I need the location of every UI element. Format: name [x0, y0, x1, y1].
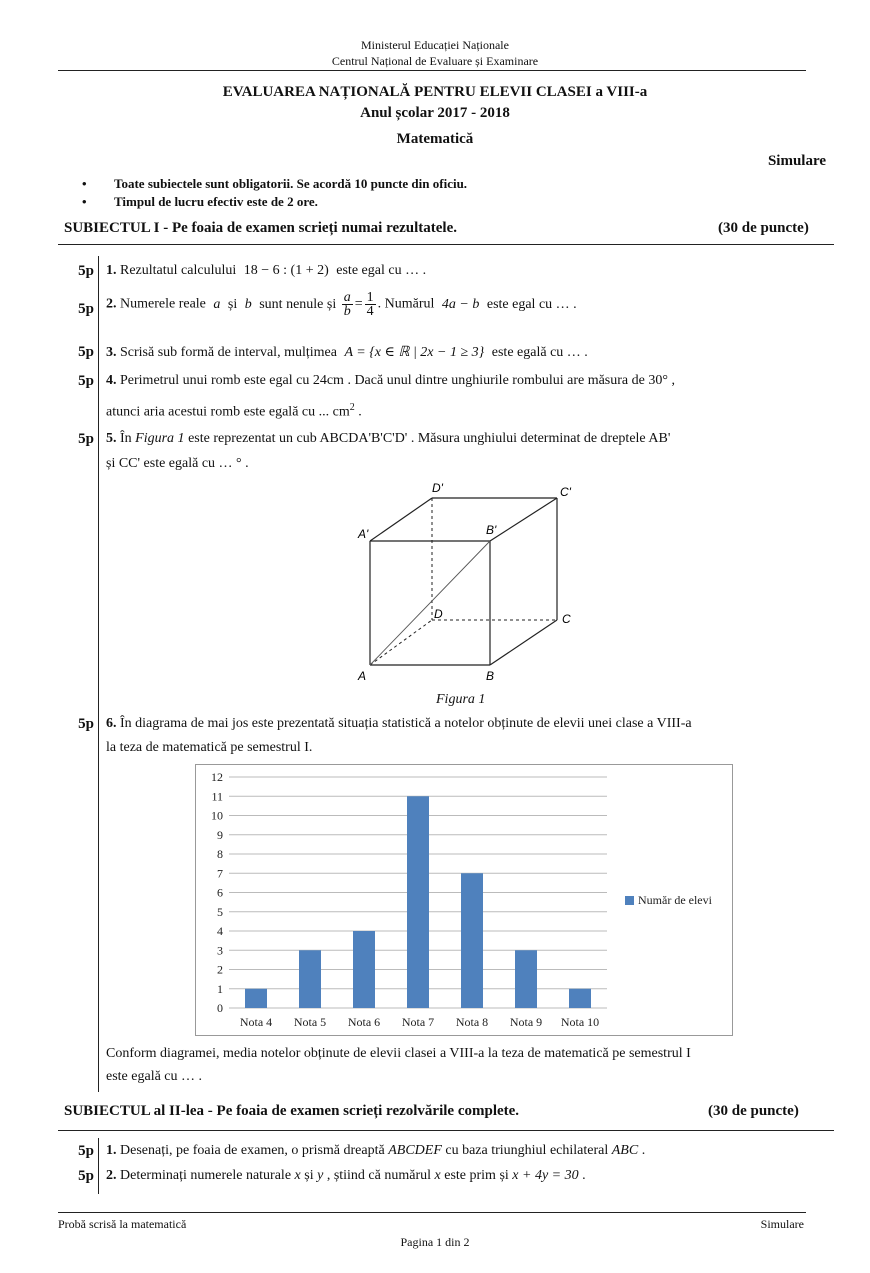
question-points: 5p: [78, 263, 94, 279]
question-4-line-1: 4. Perimetrul unui romb este egal cu 24cm . Dacă unul dintre unghiurile rombului are măsura de 30° ,: [106, 373, 675, 388]
x-tick-label: Nota 5: [293, 1015, 327, 1029]
question-4-line-2: atunci aria acestui romb este egală cu ... $cm^2$ .: [106, 402, 362, 420]
bar: [353, 931, 375, 1008]
bar: [245, 989, 267, 1008]
y-tick-label: 4: [217, 924, 223, 938]
question-5-line-1: 5. În Figura 1 este reprezentat un cub ABCDA'B'C'D' . Măsura unghiului determinat de dreptele AB': [106, 431, 671, 446]
question-points: 5p: [78, 1143, 94, 1159]
question-2: 2. Numerele reale a și b sunt nenule și $\frac{a}{b}$ = $\frac{1}{4}$ . Numărul 4a − b este egal cu … .: [106, 290, 577, 319]
section2-question-2: 2. Determinați numerele naturale x și y , știind că numărul x este prim și x + 4y = 30 .: [106, 1168, 586, 1183]
school-year: Anul școlar 2017 - 2018: [360, 105, 510, 121]
legend-label: Număr de elevi: [638, 893, 712, 907]
question-3: 3. Scrisă sub formă de interval, mulțimea A = {x ∈ ℝ | 2x − 1 ≥ 3} este egală cu … .: [106, 345, 588, 360]
footer-left: Probă scrisă la matematică: [58, 1217, 187, 1231]
figure-caption: Figura 1: [436, 692, 486, 707]
x-tick-label: Nota 9: [509, 1015, 543, 1029]
rule-item: • Toate subiectele sunt obligatorii. Se acordă 10 puncte din oficiu.: [86, 176, 467, 192]
question-points: 5p: [78, 1168, 94, 1184]
question-points: 5p: [78, 301, 94, 317]
question-6-line-2: la teza de matematică pe semestrul I.: [106, 740, 313, 755]
bar: [461, 873, 483, 1008]
page-number: Pagina 1 din 2: [400, 1235, 470, 1249]
y-tick-label: 0: [217, 1001, 223, 1015]
y-tick-label: 8: [217, 847, 223, 861]
bar: [569, 989, 591, 1008]
cube-figure: [340, 478, 590, 688]
question-5-line-2: și CC' este egală cu … ° .: [106, 456, 249, 471]
ministry-name: Ministerul Educației Naționale: [361, 38, 509, 52]
x-tick-label: Nota 8: [455, 1015, 489, 1029]
vertex-label-B: B: [486, 669, 495, 683]
y-tick-label: 1: [217, 981, 223, 996]
vertex-label-D1: D': [432, 481, 443, 495]
x-tick-label: Nota 6: [347, 1015, 381, 1029]
section2-question-1: 1. Desenați, pe foaia de examen, o prismă dreaptă ABCDEF cu baza triunghiul echilateral ABC .: [106, 1143, 646, 1158]
vertex-label-D: D: [434, 607, 443, 621]
y-tick-label: 12: [211, 770, 223, 784]
vertex-label-C1: C': [560, 485, 571, 499]
y-tick-label: 9: [217, 827, 223, 842]
question-points: 5p: [78, 716, 94, 732]
vertex-label-A: A: [358, 669, 367, 683]
rule-item: • Timpul de lucru efectiv este de 2 ore.: [86, 194, 318, 210]
bar: [299, 950, 321, 1008]
section2-rule: [58, 1130, 834, 1131]
y-tick-label: 10: [211, 808, 223, 823]
y-tick-label: 6: [217, 885, 223, 900]
question-6-after-line-2: este egală cu … .: [106, 1069, 203, 1084]
grades-bar-chart: [195, 764, 733, 1036]
bar: [407, 796, 429, 1008]
question-points: 5p: [78, 344, 94, 360]
x-tick-label: Nota 4: [239, 1015, 273, 1029]
x-tick-label: Nota 10: [560, 1015, 600, 1029]
header-rule: [58, 70, 806, 71]
question-points: 5p: [78, 431, 94, 447]
question-6-after-line-1: Conform diagramei, media notelor obținute de elevii clasei a VIII-a la teza de matematică pe semestrul I: [106, 1046, 691, 1061]
section1-rule: [58, 244, 834, 245]
y-tick-label: 11: [211, 789, 223, 804]
vertex-label-C: C: [562, 612, 571, 626]
footer-right: Simulare: [760, 1217, 804, 1231]
y-tick-label: 5: [217, 904, 223, 919]
legend-swatch: [625, 896, 634, 905]
question-points: 5p: [78, 373, 94, 389]
y-tick-label: 7: [217, 866, 223, 881]
section2-title: SUBIECTUL al II-lea - Pe foaia de examen scrieți rezolvările complete.: [64, 1103, 520, 1119]
footer-rule: [58, 1212, 806, 1213]
vertex-label-B1: B': [486, 523, 497, 537]
y-tick-label: 3: [217, 943, 223, 958]
center-name: Centrul Național de Evaluare și Examinare: [331, 54, 539, 68]
exam-type: Simulare: [767, 153, 826, 169]
y-tick-label: 2: [217, 962, 223, 977]
section1-points: (30 de puncte): [718, 220, 809, 236]
vertex-label-A1: A': [358, 527, 369, 541]
question-6-line-1: 6. În diagrama de mai jos este prezentată situația statistică a notelor obținute de elevii unei clase a VIII-a: [106, 716, 692, 731]
section2-points: (30 de puncte): [708, 1103, 799, 1119]
question-1: 1. Rezultatul calculului 18 − 6 : (1 + 2) este egal cu … .: [106, 263, 427, 278]
points-column-line: [98, 1138, 99, 1194]
exam-title: EVALUAREA NAȚIONALĂ PENTRU ELEVII CLASEI a VIII-a: [222, 84, 648, 100]
x-tick-label: Nota 7: [401, 1015, 435, 1029]
subject-name: Matematică: [396, 131, 474, 147]
bar: [515, 950, 537, 1008]
section1-title: SUBIECTUL I - Pe foaia de examen scrieți numai rezultatele.: [64, 220, 458, 236]
points-column-line: [98, 256, 99, 1092]
